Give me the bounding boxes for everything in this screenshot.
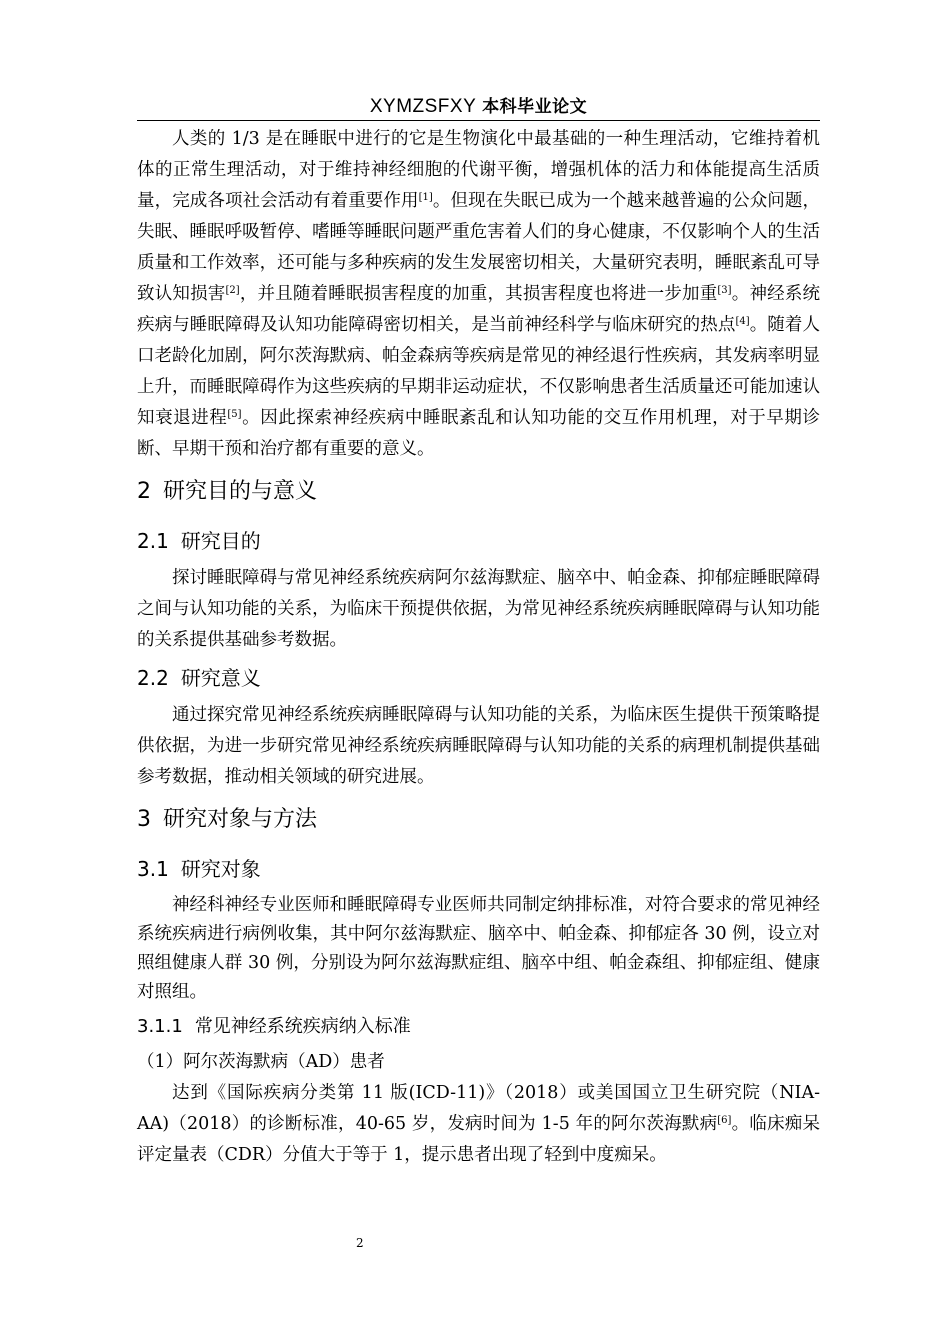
section-3-1-1-title: 常见神经系统疾病纳入标准 (194, 1016, 411, 1037)
section-2-number: 2 (137, 479, 151, 504)
section-2-1-number: 2.1 (137, 529, 169, 553)
header-school-code: XYMZSFXY (369, 96, 477, 117)
document-body (137, 124, 820, 1171)
citation-5: [5] (227, 409, 242, 420)
section-2-title: 研究目的与意义 (163, 479, 318, 504)
page-header (137, 94, 820, 121)
intro-paragraph (137, 124, 820, 465)
intro-text-2: 。但现在失眠已成为一个越来越普遍的公众问题，失眠、睡眠呼吸暂停、嗜睡等睡眠问题严重危害着人们的身心健康，不仅影响个人的生活质量和工作效率，还可能与多种疾病的发生发展密切相关，大量研究表明，睡眠紊乱可导致认知损害 (137, 191, 821, 304)
ad-criteria-text-2: 。临床痴呆评定量表（CDR）分值大于等于 1，提示患者出现了轻到中度痴呆。 (137, 1114, 820, 1165)
section-2-1-heading (137, 519, 820, 563)
section-3-title: 研究对象与方法 (163, 807, 318, 832)
ad-criteria-paragraph (137, 1078, 820, 1171)
page-number: 2 (356, 1236, 364, 1250)
intro-text-5: 。随着人口老龄化加剧，阿尔茨海默病、帕金森病等疾病是常见的神经退行性疾病，其发病率明显上升，而睡眠障碍作为这些疾病的早期非运动症状，不仅影响患者生活质量还可能加速认知衰退进程 (137, 315, 821, 428)
section-2-1-title: 研究目的 (180, 529, 261, 553)
section-3-1-heading (137, 847, 820, 891)
section-3-number: 3 (137, 807, 151, 832)
intro-text-6: 。因此探索神经疾病中睡眠紊乱和认知功能的交互作用机理，对于早期诊断、早期干预和治疗都有重要的意义。 (137, 408, 821, 459)
citation-6: [6] (717, 1115, 732, 1126)
section-3-1-1-heading (137, 1007, 820, 1047)
citation-3: [3] (717, 285, 732, 296)
section-3-1-1-number: 3.1.1 (137, 1016, 183, 1037)
citation-1: [1] (418, 192, 433, 203)
section-3-1-paragraph: 神经科神经专业医师和睡眠障碍专业医师共同制定纳排标准，对符合要求的常见神经系统疾病进行病例收集，其中阿尔兹海默症、脑卒中、帕金森、抑郁症各 30 例，设立对照组健康人群 30 例，分别设为阿尔兹海默症组、脑卒中组、帕金森组、抑郁症组、健康对照组。 (137, 895, 820, 1002)
section-2-heading (137, 465, 820, 519)
section-2-2-title: 研究意义 (180, 666, 261, 690)
citation-2: [2] (225, 285, 240, 296)
section-2-1-paragraph: 探讨睡眠障碍与常见神经系统疾病阿尔兹海默症、脑卒中、帕金森、抑郁症睡眠障碍之间与认知功能的关系，为临床干预提供依据，为常见神经系统疾病睡眠障碍与认知功能的关系提供基础参考数据。 (137, 568, 820, 650)
citation-4: [4] (735, 316, 750, 327)
intro-text-3: ，并且随着睡眠损害程度的加重，其损害程度也将进一步加重 (239, 284, 718, 304)
section-3-1-title: 研究对象 (180, 857, 261, 881)
ad-criteria-text-1: 达到《国际疾病分类第 11 版(ICD-11)》（2018）或美国国立卫生研究院（NIA-AA)（2018）的诊断标准，40-65 岁，发病时间为 1-5 年的阿尔茨海默病 (137, 1083, 820, 1134)
section-3-1-number: 3.1 (137, 857, 169, 881)
header-subtitle: 本科毕业论文 (482, 97, 588, 117)
section-3-heading (137, 793, 820, 847)
section-2-2-heading (137, 656, 820, 700)
section-2-2-number: 2.2 (137, 666, 169, 690)
intro-text-4: 。神经系统疾病与睡眠障碍及认知功能障碍密切相关，是当前神经科学与临床研究的热点 (137, 284, 821, 335)
list-item-label: （1）阿尔茨海默病（AD）患者 (137, 1052, 385, 1072)
section-2-2-paragraph: 通过探究常见神经系统疾病睡眠障碍与认知功能的关系，为临床医生提供干预策略提供依据，为进一步研究常见神经系统疾病睡眠障碍与认知功能的关系的病理机制提供基础参考数据，推动相关领域的研究进展。 (137, 705, 820, 787)
intro-text-1: 人类的 1/3 是在睡眠中进行的它是生物演化中最基础的一种生理活动，它维持着机体的正常生理活动，对于维持神经细胞的代谢平衡，增强机体的活力和体能提高生活质量，完成各项社会活动有着重要作用 (137, 129, 820, 211)
